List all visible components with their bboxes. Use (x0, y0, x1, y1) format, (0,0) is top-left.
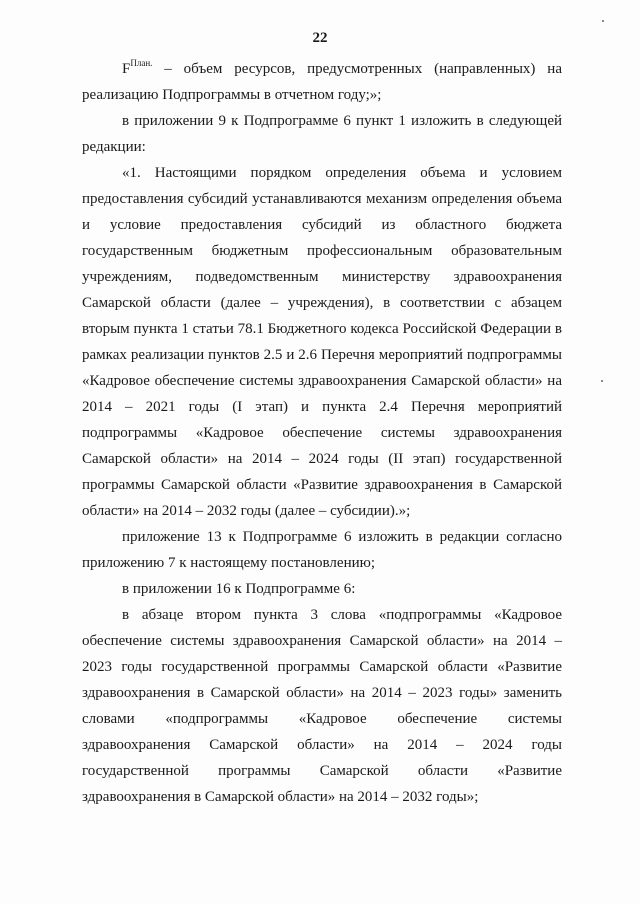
paragraph-appendix-16: в приложении 16 к Подпрограмме 6: (122, 581, 356, 597)
page-number: 22 (312, 30, 328, 46)
paragraph-amendment-words: в абзаце втором пункта 3 слова «подпрограммы «Кадровое обеспечение системы здравоохранения Самарской области» на 2014 – 2023 годы государственной программы Самарской области «Развитие здравоохранения в Самарской области» на 2014 – 2023 годы» заменить словами «подпрограммы «Кадровое обеспечение системы здравоохранения Самарской области» на 2014 – 2024 годы государственной программы Самарской области «Развитие здравоохранения в Самарской области» на 2014 – 2032 годы»; (82, 607, 562, 805)
paragraph-appendix-13: приложение 13 к Подпрограмме 6 изложить в редакции согласно приложению 7 к настоящему постановлению; (82, 529, 562, 571)
paragraph-appendix-9: в приложении 9 к Подпрограмме 6 пункт 1 изложить в следующей редакции: (82, 113, 562, 155)
scan-speck (602, 20, 604, 22)
formula-definition-text: – объем ресурсов, предусмотренных (направленных) на реализацию Подпрограммы в отчетном году;»; (82, 61, 562, 103)
paragraph-formula-definition (82, 56, 562, 108)
scan-speck (601, 380, 603, 382)
document-body (82, 56, 562, 810)
paragraph-subsidy-order: «1. Настоящими порядком определения объема и условием предоставления субсидий устанавливаются механизм определения объема и условие предоставления субсидий из областного бюджета государственным бюджетным профессиональным образовательным учреждениям, подведомственным министерству здравоохранения Самарской области (далее – учреждения), в соответствии с абзацем вторым пункта 1 статьи 78.1 Бюджетного кодекса Российской Федерации в рамках реализации пунктов 2.5 и 2.6 Перечня мероприятий подпрограммы «Кадровое обеспечение системы здравоохранения Самарской области» на 2014 – 2021 годы (I этап) и пункта 2.4 Перечня мероприятий подпрограммы «Кадровое обеспечение системы здравоохранения Самарской области» на 2014 – 2024 годы (II этап) государственной программы Самарской области «Развитие здравоохранения в Самарской области» на 2014 – 2032 годы (далее – субсидии).»; (82, 165, 562, 519)
formula-superscript: План. (130, 58, 153, 68)
formula-symbol: F (122, 61, 131, 77)
